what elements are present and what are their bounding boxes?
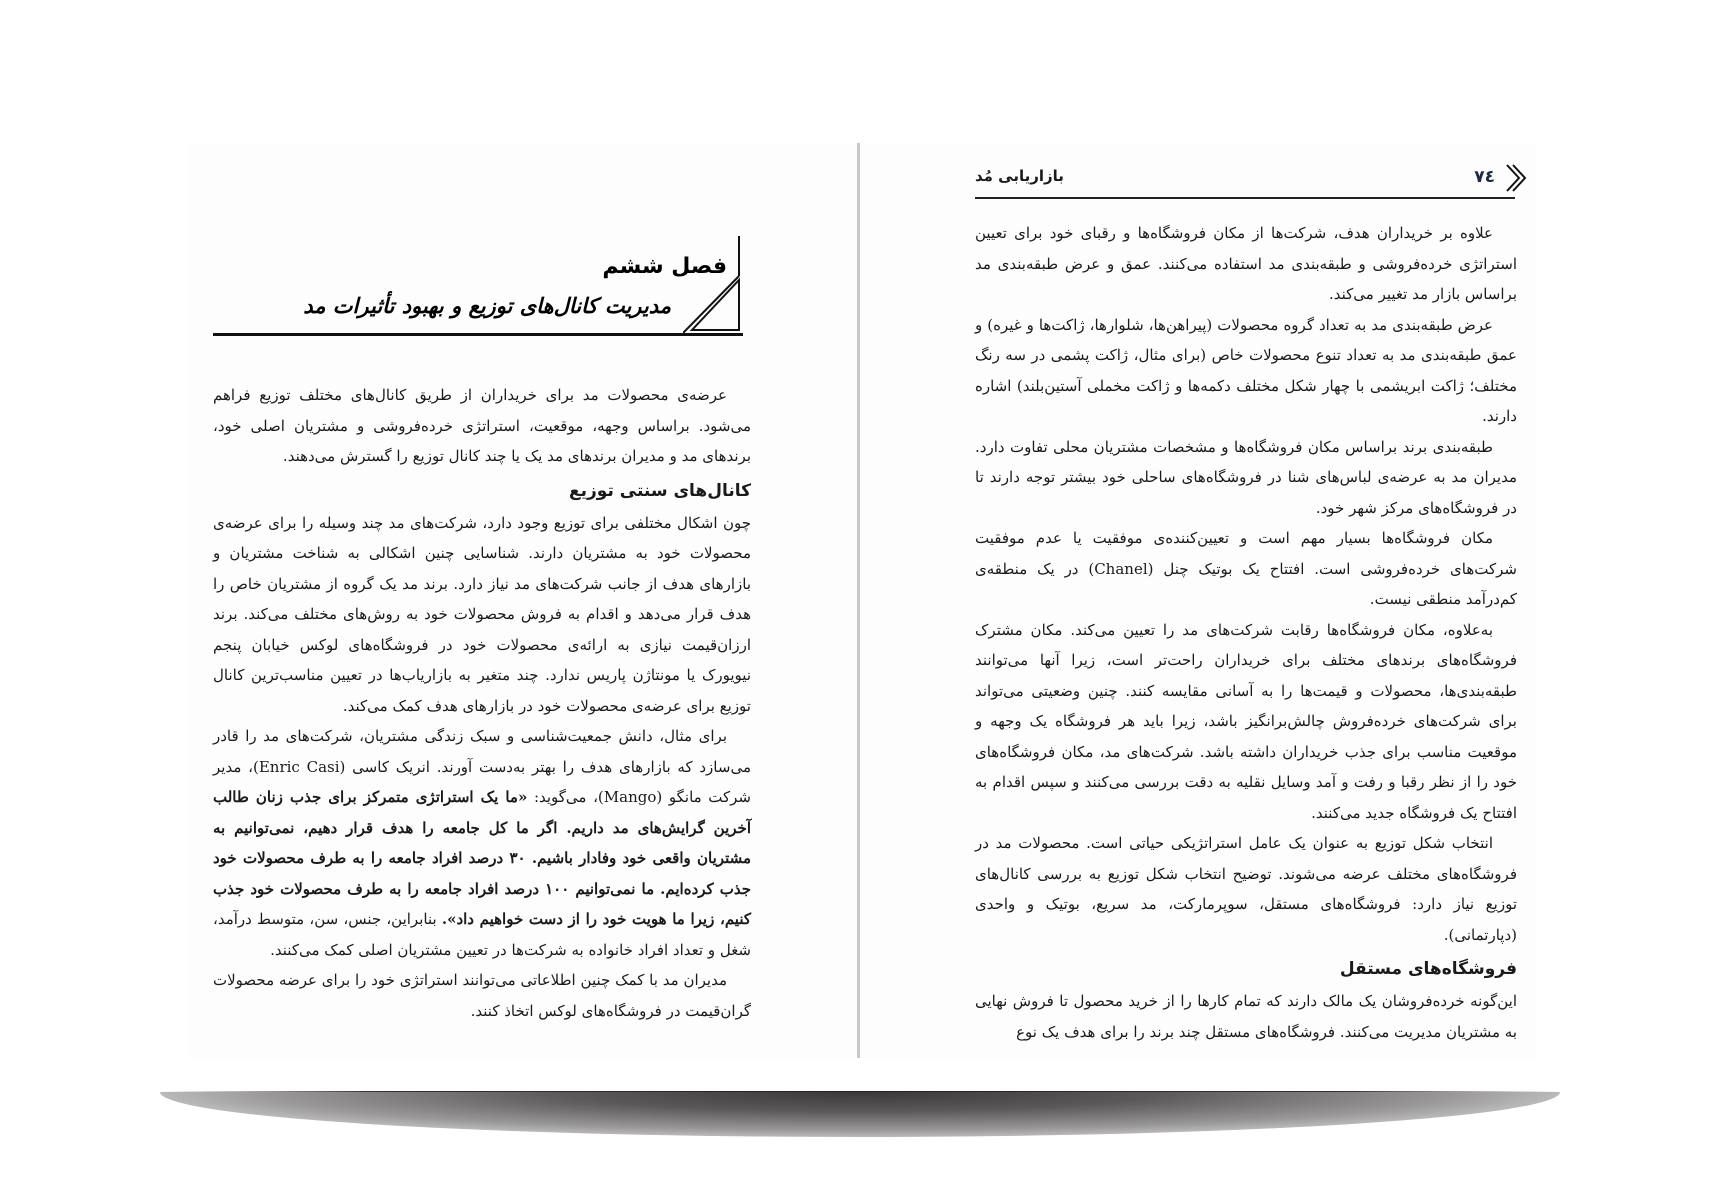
book-shadow — [160, 1092, 1560, 1137]
paragraph-text: برای مثال، دانش جمعیت‌شناسی و سبک زندگی مشتریان، شرکت‌های مد را قادر می‌سازد که بازارهای هدف را بهتر به‌دست آورند. انریک کاسی (Enric Casi)، مدیر شرکت مانگو (Mango)، می‌گوید: — [213, 727, 751, 806]
section-heading: فروشگاه‌های مستقل — [1339, 959, 1517, 979]
body-paragraph: به‌علاوه، مکان فروشگاه‌ها رقابت شرکت‌های مد را تعیین می‌کند. مکان مشترک فروشگاه‌های برندهای مختلف برای خریداران راحت‌تر است، زیرا آنها می‌توانند طبقه‌بندی‌ها، محصولات و قیمت‌ها را به آسانی مقایسه کنند. چنین وضعیتی می‌تواند برای شرکت‌های خرده‌فروش چالش‌برانگیز باشد، زیرا باید هر فروشگاه یک وجهه و موقعیت مناسب برای جذب خریداران داشته باشد. شرکت‌های مد، مکان فروشگاه‌های خود را از نظر رقبا و رفت و آمد وسایل نقلیه به دقت بررسی می‌کنند و سپس اقدام به افتتاح یک فروشگاه جدید می‌کنند. — [975, 620, 1517, 822]
body-paragraph: انتخاب شکل توزیع به عنوان یک عامل استراتژیکی حیاتی است. محصولات مد در فروشگاه‌های مختلف عرضه می‌شوند. توضیح انتخاب شکل توزیع به بررسی کانال‌های توزیع نیاز دارد: فروشگاه‌های مستقل، سوپرمارکت، مد سریع، بوتیک و واحدی (دپارتمانی). — [975, 834, 1517, 944]
right-page-body — [975, 218, 1517, 1047]
body-paragraph: مدیران مد با کمک چنین اطلاعاتی می‌توانند استراتژی خود را برای عرضه محصولات گران‌قیمت در فروشگاه‌های لوکس اتخاذ کنند. — [213, 971, 751, 1020]
chevron-right-icon — [1503, 159, 1529, 197]
quote-text: «ما یک استراتژی متمرکز برای جذب زنان طالب آخرین گرایش‌های مد داریم. اگر ما کل جامعه را هدف قرار دهیم، نمی‌توانیم به مشتریان واقعی خود وفادار باشیم. ۳۰ درصد افراد جامعه را به طرف محصولات خود جذب کرده‌ایم. ما نمی‌توانیم ۱۰۰ درصد افراد جامعه را به طرف محصولات خود جذب کنیم، زیرا ما هویت خود را از دست خواهیم داد». — [213, 788, 752, 928]
chapter-corner-ornament — [683, 236, 743, 336]
chapter-rule — [213, 333, 743, 336]
section-heading: کانال‌های سنتی توزیع — [569, 480, 751, 501]
book-spine — [857, 143, 860, 1058]
chapter-title: مدیریت کانال‌های توزیع و بهبود تأثیرات مد — [303, 294, 671, 318]
body-paragraph — [213, 721, 751, 965]
body-paragraph: عرض طبقه‌بندی مد به تعداد گروه محصولات (پیراهن‌ها، شلوارها، ژاکت‌ها و غیره) و عمق طبقه‌بندی مد به تعداد تنوع محصولات خاص (برای مثال، ژاکت پشمی در سه رنگ مختلف؛ ژاکت ابریشمی با چهار شکل مختلف دکمه‌ها و ژاکت مخملی آستین‌بلند) اشاره دارند. — [975, 315, 1517, 425]
paragraph-text: بنابراین، جنس، سن، متوسط درآمد، شغل و تعداد افراد خانواده به شرکت‌ها در تعیین مشتریان اصلی کمک می‌کنند. — [213, 910, 751, 959]
body-paragraph: چون اشکال مختلفی برای توزیع وجود دارد، شرکت‌های مد چند وسیله را برای عرضه‌ی محصولات خود به مشتریان دارند. شناسایی چنین اشکالی به شناخت مشتریان و بازارهای هدف از جانب شرکت‌های مد نیاز دارد. برند مد یک گروه از مشتریان خاص را هدف قرار می‌دهد و اقدام به فروش محصولات خود به روش‌های مختلف می‌کند. برند ارزان‌قیمت نیازی به ارائه‌ی محصولات خود در فروشگاه‌های لوکس خیابان پنجم نیویورک یا مونتاژن پاریس ندارد. چند متغیر به بازاریاب‌ها در تعیین مناسب‌ترین کانال توزیع برای عرضه‌ی محصولات خود در بازارهای هدف کمک می‌کند. — [213, 513, 751, 715]
running-title: بازاریابی مُد — [975, 167, 1064, 185]
left-page-body — [213, 380, 751, 1026]
running-header — [975, 165, 1515, 199]
body-paragraph: علاوه بر خریداران هدف، شرکت‌ها از مکان فروشگاه‌ها و رقبای خود برای تعیین استراتژی خرده‌فروشی و طبقه‌بندی مد استفاده می‌کنند. عمق و عرض طبقه‌بندی مد براساس بازار مد تغییر می‌کند. — [975, 224, 1517, 303]
chapter-label: فصل ششم — [602, 254, 727, 279]
body-paragraph: مکان فروشگاه‌ها بسیار مهم است و تعیین‌کننده‌ی موفقیت یا عدم موفقیت شرکت‌های خرده‌فروشی است. افتتاح یک بوتیک چنل (Chanel) در یک منطقه‌ی کم‌درآمد منطقی نیست. — [975, 529, 1517, 608]
page-number: ۷٤ — [1474, 167, 1495, 187]
body-paragraph: طبقه‌بندی برند براساس مکان فروشگاه‌ها و مشخصات مشتریان محلی تفاوت دارد. مدیران مد به عرضه‌ی لباس‌های شنا در فروشگاه‌های ساحلی خود بیشتر توجه دارند تا در فروشگاه‌های مرکز شهر خود. — [975, 437, 1517, 517]
intro-paragraph: عرضه‌ی محصولات مد برای خریداران از طریق کانال‌های مختلف توزیع فراهم می‌شود. براساس وجهه، موقعیت، استراتژی خرده‌فروشی و مشتریان اصلی خود، برندهای مد و مدیران برندهای مد یک یا چند کانال توزیع را گسترش می‌دهند. — [213, 386, 751, 465]
body-paragraph: این‌گونه خرده‌فروشان یک مالک دارند که تمام کارها را از خرید محصول تا فروش نهایی به مشتریان مدیریت می‌کنند. فروشگاه‌های مستقل چند برند را برای هدف یک نوع — [975, 992, 1517, 1041]
chapter-heading — [213, 236, 743, 336]
